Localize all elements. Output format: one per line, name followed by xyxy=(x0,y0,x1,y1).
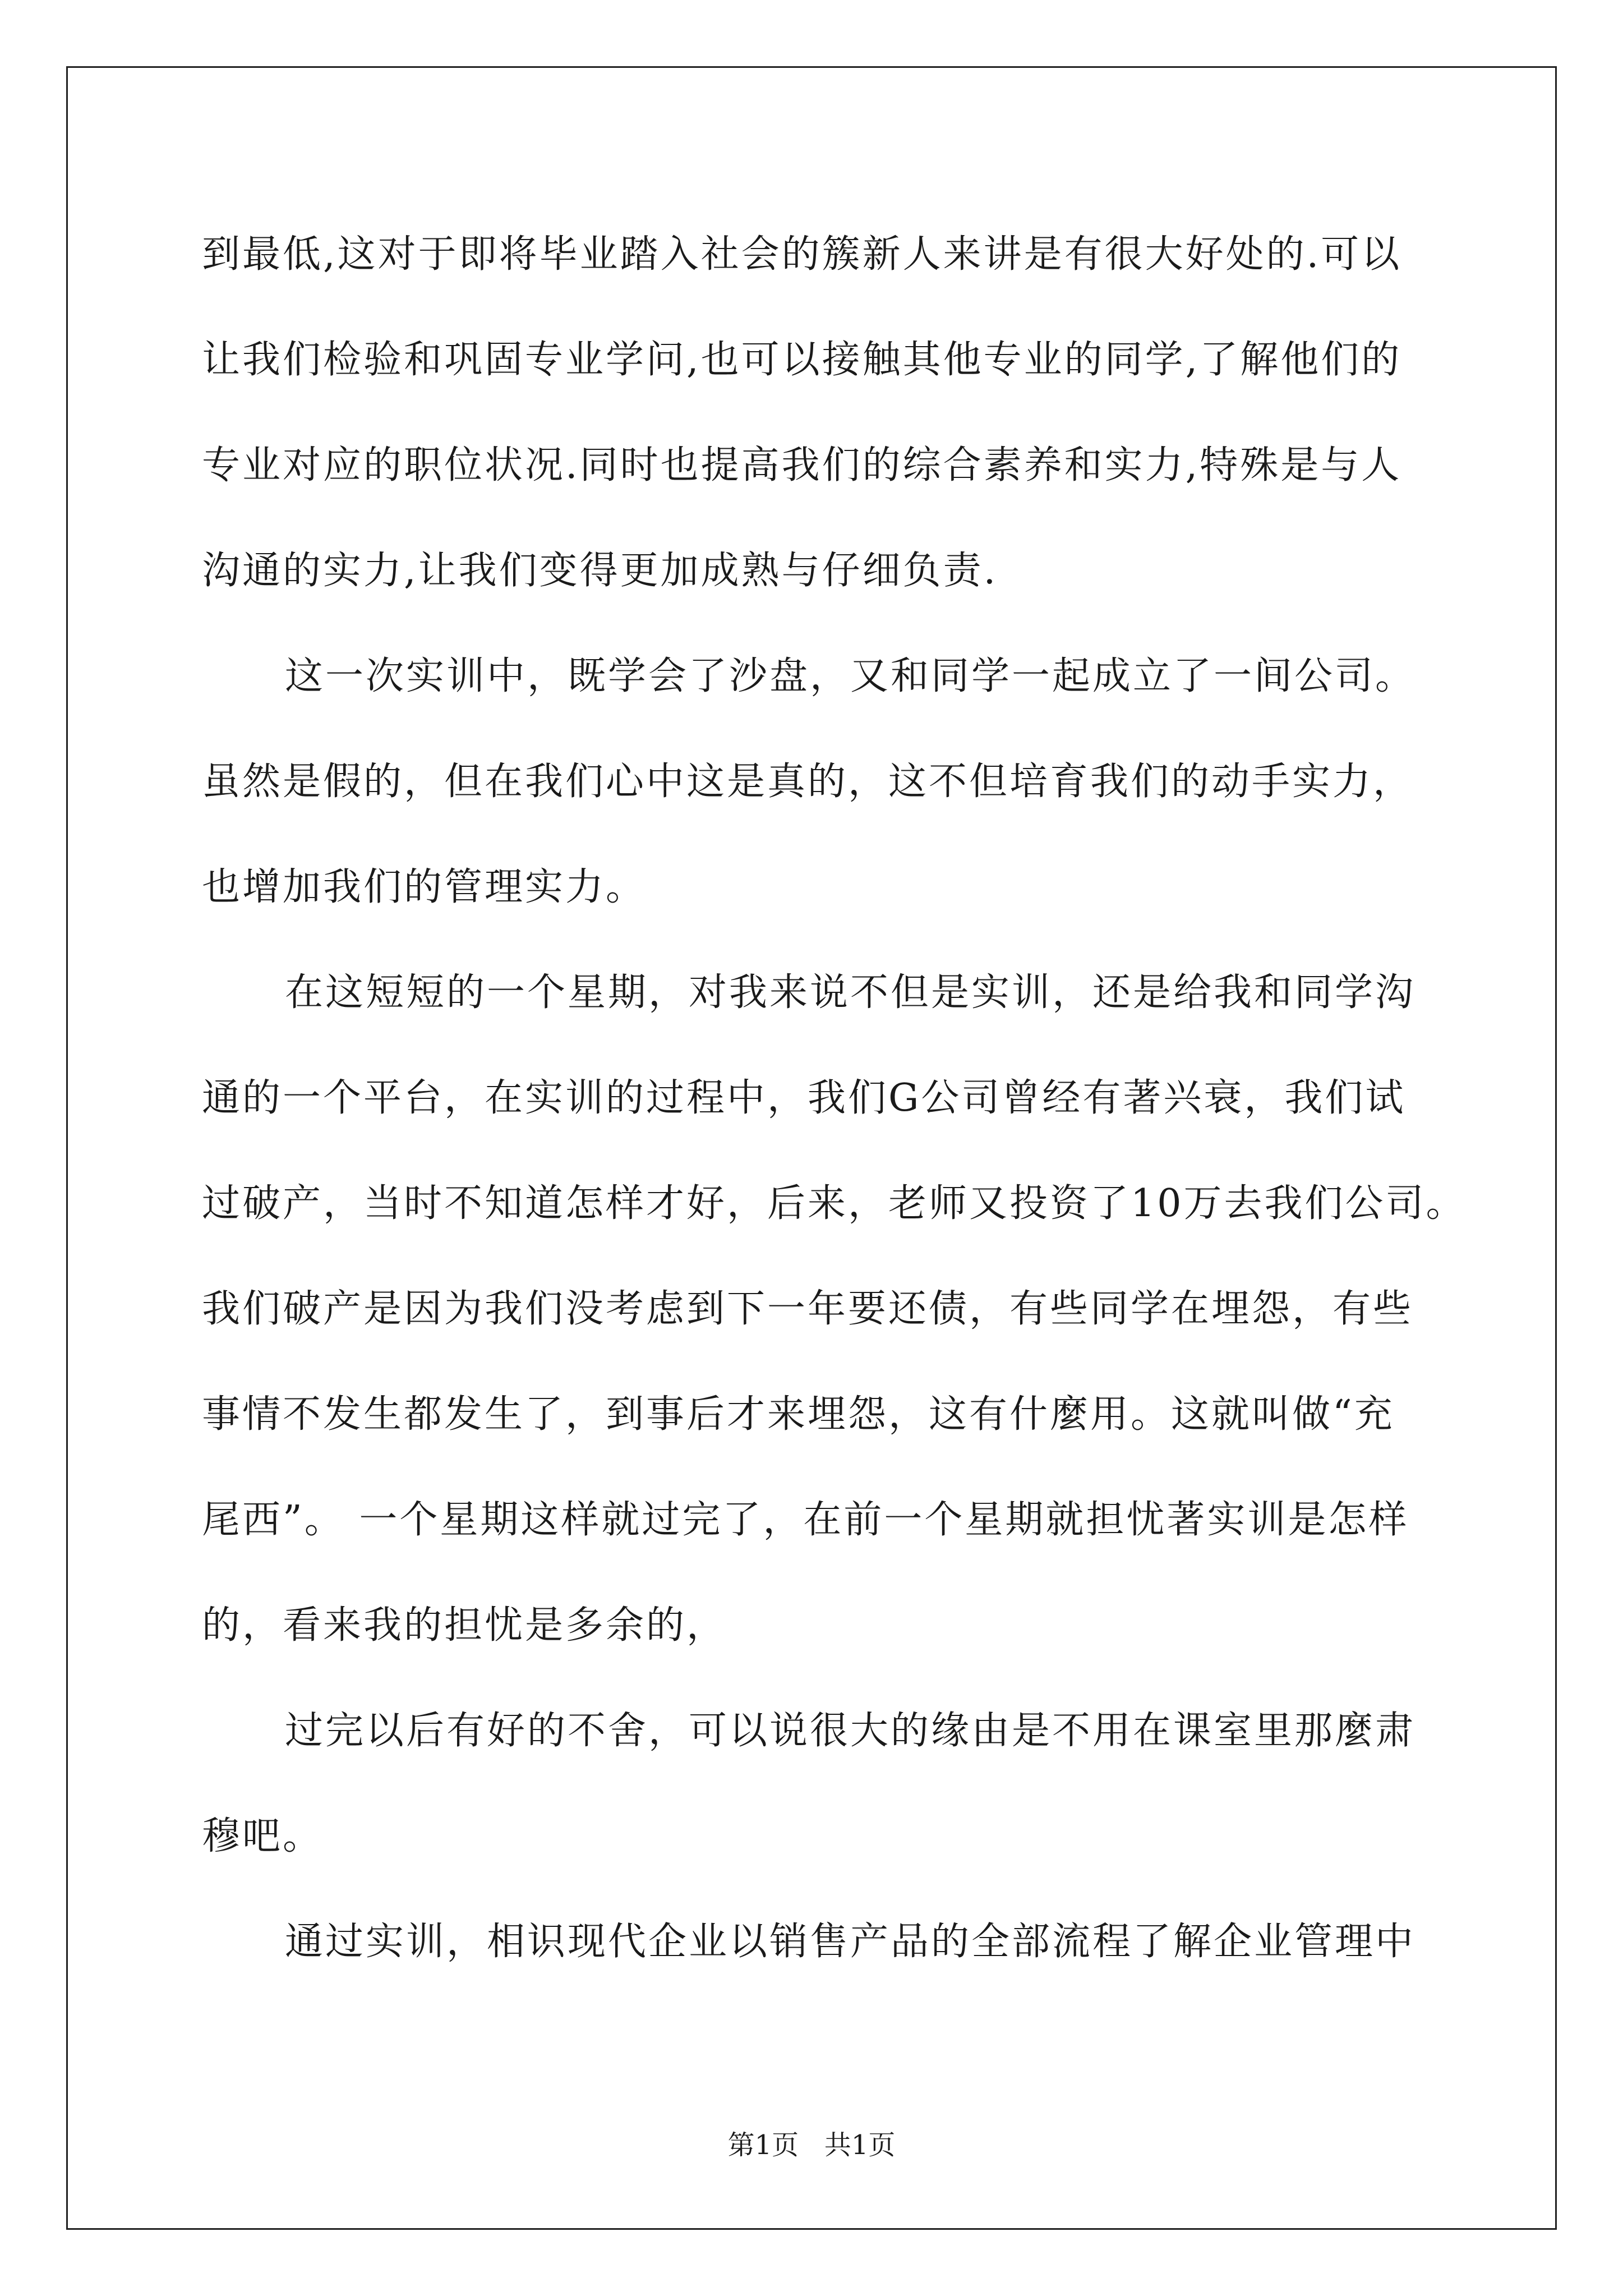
paragraph-start: 这一次实训中，既学会了沙盘，又和同学一起成立了一间公司。 xyxy=(285,654,1416,698)
text-line: 我们破产是因为我们没考虑到下一年要还债，有些同学在埋怨，有些 xyxy=(202,1287,1414,1331)
text-line: 也增加我们的管理实力。 xyxy=(202,865,647,909)
text-line: 的，看来我的担忧是多余的， xyxy=(202,1603,727,1648)
text-line: 事情不发生都发生了，到事后才来埋怨，这有什麼用。这就叫做“充 xyxy=(202,1392,1395,1437)
text-line: 沟通的实力,让我们变得更加成熟与仔细负责. xyxy=(202,549,998,593)
text-line: 让我们检验和巩固专业学问,也可以接触其他专业的同学,了解他们的 xyxy=(202,338,1402,382)
page-footer: 第1页 共1页 xyxy=(727,2129,896,2161)
paragraph-start: 通过实训，相识现代企业以销售产品的全部流程了解企业管理中 xyxy=(285,1920,1416,1964)
paragraph-start: 在这短短的一个星期，对我来说不但是实训，还是给我和同学沟 xyxy=(285,970,1416,1015)
document-body xyxy=(202,202,1467,1995)
text-line: 穆吧。 xyxy=(202,1814,324,1858)
text-line: 到最低,这对于即将毕业踏入社会的簇新人来讲是有很大好处的.可以 xyxy=(202,232,1402,277)
text-line: 过破产，当时不知道怎样才好，后来，老师又投资了10万去我们公司。 xyxy=(202,1181,1467,1226)
text-line: 专业对应的职位状况.同时也提高我们的综合素养和实力,特殊是与人 xyxy=(202,443,1402,487)
paragraph-start: 过完以后有好的不舍，可以说很大的缘由是不用在课室里那麼肃 xyxy=(285,1709,1416,1753)
text-line: 尾西”。 一个星期这样就过完了，在前一个星期就担忧著实训是怎样 xyxy=(202,1498,1409,1542)
text-line: 通的一个平台，在实训的过程中，我们G公司曾经有著兴衰，我们试 xyxy=(202,1076,1406,1120)
text-line: 虽然是假的，但在我们心中这是真的，这不但培育我们的动手实力， xyxy=(202,760,1414,804)
